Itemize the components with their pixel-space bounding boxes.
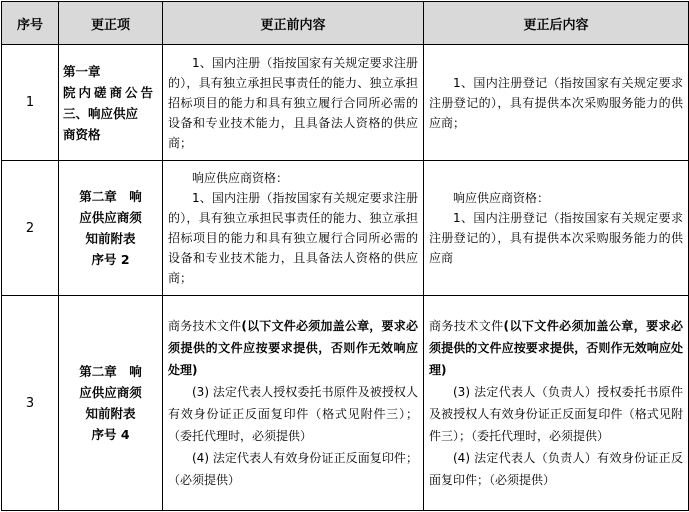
lead-text: 商务技术文件	[429, 319, 504, 333]
item-line: 知前附表	[85, 406, 136, 421]
before-content	[163, 296, 424, 511]
before-paragraph: (3) 法定代表人授权委托书原件及被授权人有效身份证正反面复印件（格式见附件三）；（委托代理时，必须提供）	[168, 385, 418, 443]
table-header-row	[2, 2, 689, 45]
before-paragraph: (4) 法定代表人有效身份证正反面复印件；（必须提供）	[168, 451, 418, 487]
header-after: 更正后内容	[424, 2, 689, 45]
item-line: 序号 2	[91, 252, 130, 267]
item-line: 第二章 响	[79, 364, 142, 379]
row-item	[59, 161, 163, 296]
before-paragraph	[168, 315, 418, 381]
before-content	[163, 161, 424, 296]
after-paragraph: (3) 法定代表人（负责人）授权委托书原件及被授权人有效身份证正反面复印件（格式见附件三）；（委托代理时，必须提供）	[429, 385, 683, 443]
before-paragraph: 1、国内注册（指按国家有关规定要求注册的），具有独立承担民事责任的能力、独立承担招标项目的能力和具有独立履行合同所必需的设备和专业技术能力，且具备法人资格的供应商；	[168, 191, 418, 285]
header-item: 更正项	[59, 2, 163, 45]
bold-requirement: (以下文件必须加盖公章，要求必须提供的文件应按要求提供，否则作无效响应处理)	[429, 319, 683, 377]
correction-table	[1, 1, 689, 511]
table-row	[2, 161, 689, 296]
after-content	[424, 45, 689, 161]
row-item	[59, 45, 163, 161]
item-line: 第一章	[63, 63, 101, 79]
after-paragraph	[429, 315, 683, 381]
before-paragraph: 1、国内注册（指按国家有关规定要求注册的），具有独立承担民事责任的能力、独立承担招标项目的能力和具有独立履行合同所必需的设备和专业技术能力，且具备法人资格的供应商；	[168, 55, 418, 150]
item-line: 应供应商须	[79, 210, 142, 225]
item-line: 应供应商须	[79, 385, 142, 400]
item-line: 知前附表	[85, 231, 136, 246]
header-seq: 序号	[2, 2, 59, 45]
after-content	[424, 161, 689, 296]
after-paragraph: 1、国内注册登记（指按国家有关规定要求注册登记的），具有提供本次采购服务能力的供应商	[429, 211, 683, 265]
after-content	[424, 296, 689, 511]
item-line: 院内磋商公告	[63, 84, 157, 100]
table-row	[2, 45, 689, 161]
header-before: 更正前内容	[163, 2, 424, 45]
row-item	[59, 296, 163, 511]
item-line: 序号 4	[91, 427, 130, 442]
item-line: 第二章 响	[79, 189, 142, 204]
row-seq: 3	[2, 296, 59, 511]
after-paragraph: 响应供应商资格：	[453, 191, 550, 205]
lead-text: 商务技术文件	[168, 319, 242, 333]
after-paragraph: (4) 法定代表人（负责人）有效身份证正反面复印件；（必须提供）	[429, 451, 683, 487]
row-seq: 1	[2, 45, 59, 161]
bold-requirement: (以下文件必须加盖公章，要求必须提供的文件应按要求提供，否则作无效响应处理)	[168, 319, 418, 377]
after-paragraph: 1、国内注册登记（指按国家有关规定要求注册登记的），具有提供本次采购服务能力的供应商；	[429, 75, 683, 130]
table-row	[2, 296, 689, 511]
before-paragraph: 响应供应商资格：	[192, 171, 289, 185]
before-content	[163, 45, 424, 161]
item-line: 商资格	[63, 126, 101, 142]
row-seq: 2	[2, 161, 59, 296]
item-line: 三、响应供应	[63, 105, 139, 121]
